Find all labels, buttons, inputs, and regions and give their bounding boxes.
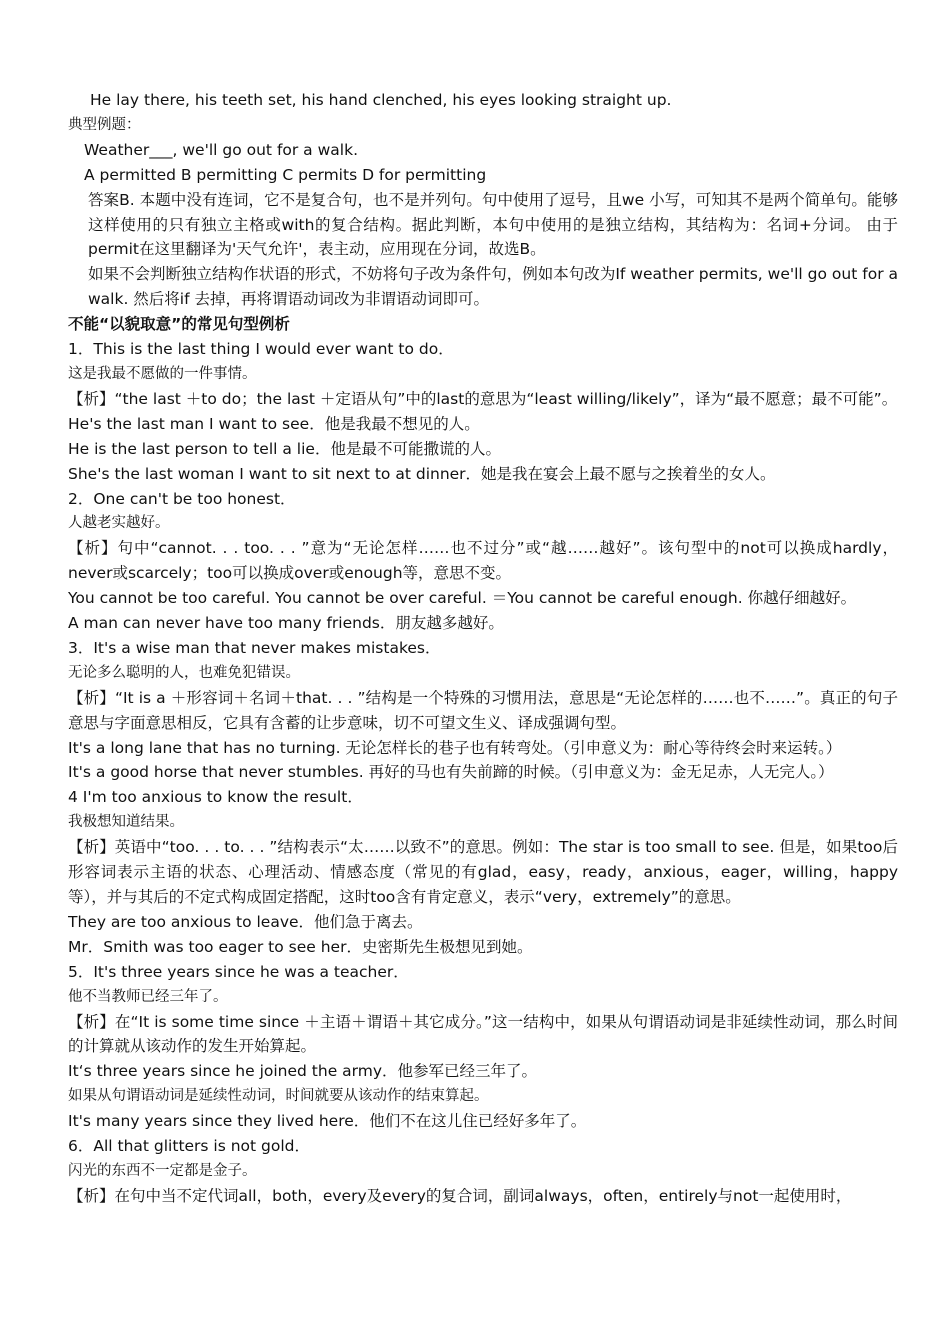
text-line: 如果不会判断独立结构作状语的形式，不妨将句子改为条件句，例如本句改为If weather permits, we'll go out for a walk. 然后将if 去掉，再将谓语动词改为非谓语动词即可。 — [88, 265, 898, 309]
text-line: It's many years since they lived here．他们不在这儿住已经好多年了。 — [68, 1112, 587, 1131]
document-page — [68, 88, 898, 1209]
text-line: 这是我最不愿做的一件事情。 — [68, 365, 257, 382]
text-line: He lay there, his teeth set, his hand clenched, his eyes looking straight up. — [90, 91, 672, 109]
text-line: 6．All that glitters is not gold． — [68, 1137, 311, 1156]
text-line: 我极想知道结果。 — [68, 814, 184, 831]
text-line: She's the last woman I want to sit next to at dinner．她是我在宴会上最不愿与之挨着坐的女人。 — [68, 464, 776, 483]
text-line: 【析】在“It is some time since ＋主语＋谓语＋其它成分。”这一结构中，如果从句谓语动词是非延续性动词，那么时间的计算就从该动作的发生开始算起。 — [68, 1012, 898, 1056]
text-line: 如果从句谓语动词是延续性动词，时间就要从该动作的结束算起。 — [68, 1088, 489, 1105]
text-line: 他不当教师已经三年了。 — [68, 988, 228, 1005]
text-line: It's a long lane that has no turning. 无论怎样长的巷子也有转弯处。（引申意义为：耐心等待终会时来运转。） — [68, 738, 842, 757]
text-line: 4 I'm too anxious to know the result． — [68, 788, 363, 807]
text-line: 【析】句中“cannot. . . too. . . ”意为“无论怎样……也不过分”或“越……越好”。该句型中的not可以换成hardly，never或scarcely；too可以换成over或enough等，意思不变。 — [68, 539, 898, 583]
text-line: 【析】“It is a ＋形容词＋名词＋that. . . ”结构是一个特殊的习惯用法，意思是“无论怎样的……也不……”。真正的句子意思与字面意思相反，它具有含蓄的让步意味，切不可望文生义、译成强调句型。 — [68, 688, 898, 732]
text-line: 【析】在句中当不定代词all，both，every及every的复合词，副词always，often，entirely与not一起使用时， — [68, 1186, 852, 1205]
text-line: Weather___, we'll go out for a walk. — [84, 140, 358, 159]
text-line: 人越老实越好。 — [68, 515, 170, 532]
text-line: 答案B. 本题中没有连词，它不是复合句，也不是并列句。句中使用了逗号，且we 小写，可知其不是两个简单句。能够这样使用的只有独立主格或with的复合结构。据此判断，本句中使用的是独立结构，其结构为：名词+分词。 由于permit在这里翻译为'天气允许'，表主动，应用现在分词，故选B。 — [88, 190, 898, 259]
text-line: A man can never have too many friends．朋友越多越好。 — [68, 614, 504, 633]
text-line: It's a good horse that never stumbles. 再好的马也有失前蹄的时候。（引申意义为：金无足赤，人无完人。） — [68, 763, 834, 782]
text-line: 3．It's a wise man that never makes mistakes． — [68, 638, 441, 657]
text-line: A permitted B permitting C permits D for permitting — [84, 165, 487, 184]
section-heading: 不能“以貌取意”的常见句型例析 — [68, 315, 290, 334]
text-line: 2．One can't be too honest． — [68, 489, 296, 508]
text-line: 典型例题： — [68, 116, 141, 133]
text-line: 闪光的东西不一定都是金子。 — [68, 1162, 257, 1179]
text-line: 【析】英语中“too. . . to. . . ”结构表示“太……以致不”的意思。例如：The star is too small to see. 但是，如果too后形容词表示主语的状态、心理活动、情感态度（常见的有glad，easy，ready，anxious，eager，willing，happy等），并与其后的不定式构成固定搭配，这时too含有肯定意义，表示“very，extremely”的意思。 — [68, 838, 898, 906]
text-line: They are too anxious to leave．他们急于离去。 — [68, 912, 423, 931]
text-line: 【析】“the last ＋to do；the last ＋定语从句”中的last的意思为“least willing/likely”，译为“最不愿意；最不可能”。 — [68, 389, 898, 408]
text-line: He is the last person to tell a lie．他是最不可能撒谎的人。 — [68, 439, 501, 458]
text-line: 无论多么聪明的人，也难免犯错误。 — [68, 664, 300, 681]
text-line: He's the last man I want to see．他是我最不想见的人。 — [68, 414, 480, 433]
text-line: Mr．Smith was too eager to see her．史密斯先生极想见到她。 — [68, 937, 533, 956]
text-line: 5．It's three years since he was a teacher． — [68, 962, 409, 981]
text-line: 1．This is the last thing I would ever want to do． — [68, 340, 454, 359]
text-line: It‘s three years since he joined the army．他参军已经三年了。 — [68, 1062, 538, 1081]
text-line: You cannot be too careful. You cannot be over careful. ＝You cannot be careful enough. 你越仔细越好。 — [68, 589, 857, 608]
